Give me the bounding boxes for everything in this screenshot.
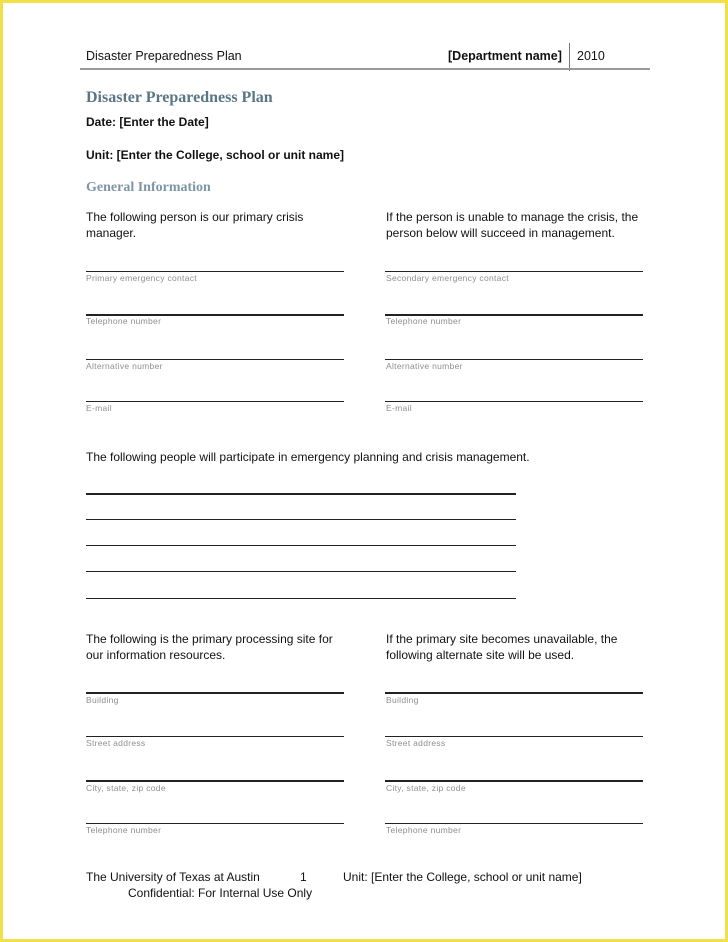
document-title: Disaster Preparedness Plan	[86, 89, 273, 106]
alternate-building-label: Building	[386, 695, 419, 705]
primary-alt-number-label: Alternative number	[86, 361, 163, 371]
header-department[interactable]: [Department name]	[448, 49, 562, 63]
secondary-alt-number-label: Alternative number	[386, 361, 463, 371]
footer-org: The University of Texas at Austin	[86, 870, 260, 884]
primary-contact-line[interactable]	[86, 271, 344, 272]
header-title: Disaster Preparedness Plan	[86, 49, 242, 63]
alternate-site-telephone-label: Telephone number	[386, 825, 462, 835]
header-separator	[569, 43, 570, 71]
alternate-building-line[interactable]	[385, 692, 643, 694]
primary-telephone-label: Telephone number	[86, 316, 162, 326]
alternate-street-label: Street address	[386, 738, 446, 748]
footer-page-number: 1	[300, 870, 307, 884]
participant-line[interactable]	[86, 545, 516, 546]
secondary-email-line[interactable]	[385, 401, 643, 402]
footer-unit: Unit: [Enter the College, school or unit name]	[343, 870, 582, 884]
primary-contact-label: Primary emergency contact	[86, 273, 197, 283]
primary-site-telephone-line[interactable]	[86, 823, 344, 824]
footer-confidential: Confidential: For Internal Use Only	[128, 886, 313, 900]
primary-building-label: Building	[86, 695, 119, 705]
section-heading-general: General Information	[86, 180, 211, 195]
primary-email-label: E-mail	[86, 403, 112, 413]
header-rule	[80, 68, 650, 70]
alternate-city-label: City, state, zip code	[386, 783, 466, 793]
alternate-city-line[interactable]	[385, 780, 643, 782]
header-year: 2010	[577, 49, 605, 63]
secondary-telephone-label: Telephone number	[386, 316, 462, 326]
primary-building-line[interactable]	[86, 692, 344, 694]
primary-street-label: Street address	[86, 738, 146, 748]
primary-street-line[interactable]	[86, 736, 344, 737]
secondary-manager-intro: If the person is unable to manage the crisis, the person below will succeed in management.	[386, 210, 639, 240]
secondary-alt-number-line[interactable]	[385, 359, 643, 360]
date-field[interactable]: Date: [Enter the Date]	[86, 115, 209, 129]
primary-email-line[interactable]	[86, 401, 344, 402]
participant-line[interactable]	[86, 493, 516, 495]
primary-manager-intro: The following person is our primary crisis manager.	[86, 210, 304, 240]
participant-line[interactable]	[86, 598, 516, 599]
primary-site-telephone-label: Telephone number	[86, 825, 162, 835]
secondary-email-label: E-mail	[386, 403, 412, 413]
secondary-contact-label: Secondary emergency contact	[386, 273, 509, 283]
secondary-contact-line[interactable]	[385, 271, 643, 272]
participant-line[interactable]	[86, 571, 516, 572]
primary-city-label: City, state, zip code	[86, 783, 166, 793]
alternate-site-intro: If the primary site becomes unavailable, the following alternate site will be used.	[386, 632, 618, 662]
primary-site-intro: The following is the primary processing site for our information resources.	[86, 632, 333, 662]
alternate-street-line[interactable]	[385, 736, 643, 737]
participants-intro: The following people will participate in emergency planning and crisis management.	[86, 450, 530, 464]
participant-line[interactable]	[86, 519, 516, 520]
primary-city-line[interactable]	[86, 780, 344, 782]
primary-alt-number-line[interactable]	[86, 359, 344, 360]
alternate-site-telephone-line[interactable]	[385, 823, 643, 824]
unit-field[interactable]: Unit: [Enter the College, school or unit name]	[86, 148, 345, 162]
